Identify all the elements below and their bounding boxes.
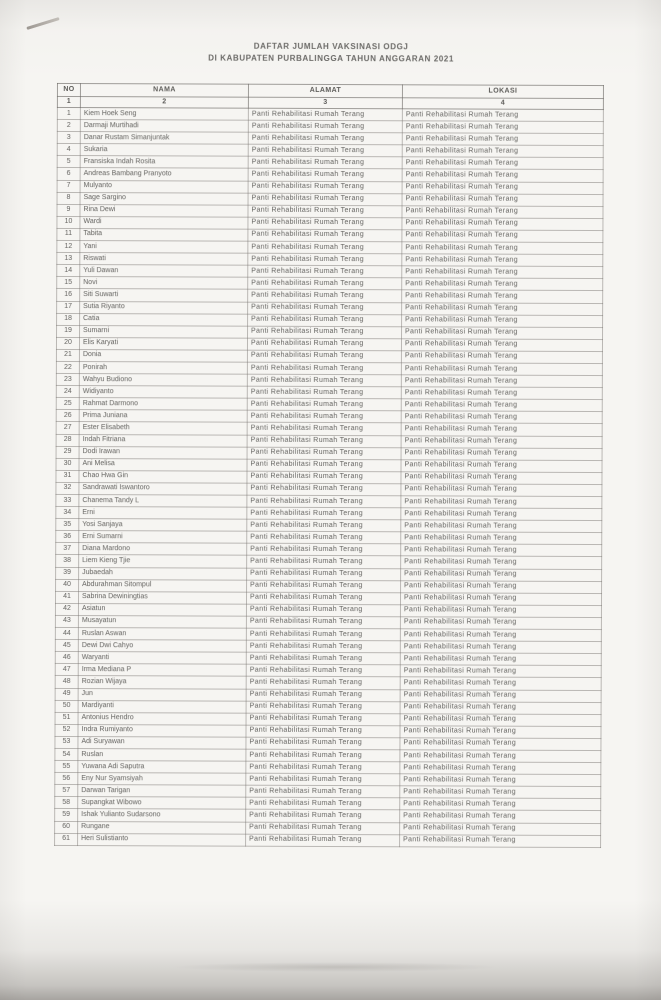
row-number-cell: 50 — [55, 700, 78, 712]
nama-cell: Widiyanto — [79, 386, 247, 399]
alamat-cell: Panti Rehabilitasi Rumah Terang — [246, 773, 400, 786]
nama-cell: Sandrawati Iswantoro — [79, 482, 247, 495]
vaccination-list-table — [54, 83, 604, 848]
alamat-cell: Panti Rehabilitasi Rumah Terang — [248, 326, 402, 339]
lokasi-cell: Panti Rehabilitasi Rumah Terang — [401, 544, 602, 557]
row-number-cell: 16 — [57, 289, 80, 301]
alamat-cell: Panti Rehabilitasi Rumah Terang — [247, 531, 401, 544]
nama-cell: Rahmat Darmono — [79, 398, 247, 411]
alamat-cell: Panti Rehabilitasi Rumah Terang — [247, 350, 401, 363]
row-number-cell: 23 — [56, 374, 79, 386]
alamat-cell: Panti Rehabilitasi Rumah Terang — [246, 701, 400, 714]
alamat-cell: Panti Rehabilitasi Rumah Terang — [248, 120, 402, 133]
row-number-cell: 60 — [55, 821, 78, 833]
title-line-2: DI KABUPATEN PURBALINGGA TAHUN ANGGARAN 2021 — [208, 53, 455, 64]
nama-cell: Wardi — [80, 216, 248, 229]
alamat-cell: Panti Rehabilitasi Rumah Terang — [247, 362, 401, 375]
alamat-cell: Panti Rehabilitasi Rumah Terang — [246, 834, 400, 847]
nama-cell: Sutia Riyanto — [80, 301, 248, 314]
nama-cell: Wahyu Budiono — [79, 374, 247, 387]
lokasi-cell: Panti Rehabilitasi Rumah Terang — [401, 375, 602, 388]
alamat-cell: Panti Rehabilitasi Rumah Terang — [246, 628, 400, 641]
nama-cell: Supangkat Wibowo — [78, 797, 246, 810]
table-row — [55, 833, 601, 847]
nama-cell: Musayatun — [78, 615, 246, 628]
alamat-cell: Panti Rehabilitasi Rumah Terang — [247, 447, 401, 460]
lokasi-cell: Panti Rehabilitasi Rumah Terang — [402, 206, 603, 219]
row-number-cell: 17 — [57, 301, 80, 313]
row-number-cell: 35 — [56, 519, 79, 531]
nama-cell: Prima Juniana — [79, 410, 247, 423]
lokasi-cell: Panti Rehabilitasi Rumah Terang — [401, 556, 602, 569]
row-number-cell: 18 — [57, 313, 80, 325]
alamat-cell: Panti Rehabilitasi Rumah Terang — [246, 713, 400, 726]
row-number-cell: 10 — [57, 216, 80, 228]
row-number-cell: 20 — [56, 337, 79, 349]
column-number-3: 3 — [248, 97, 402, 109]
row-number-cell: 37 — [56, 543, 79, 555]
lokasi-cell: Panti Rehabilitasi Rumah Terang — [402, 266, 603, 279]
lokasi-cell: Panti Rehabilitasi Rumah Terang — [400, 701, 601, 714]
lokasi-cell: Panti Rehabilitasi Rumah Terang — [402, 278, 603, 291]
row-number-cell: 29 — [56, 446, 79, 458]
alamat-cell: Panti Rehabilitasi Rumah Terang — [247, 471, 401, 484]
row-number-cell: 51 — [55, 712, 78, 724]
lokasi-cell: Panti Rehabilitasi Rumah Terang — [400, 798, 601, 811]
lokasi-cell: Panti Rehabilitasi Rumah Terang — [400, 629, 601, 642]
nama-cell: Antonius Hendro — [78, 712, 246, 725]
nama-cell: Adi Suryawan — [78, 736, 246, 749]
row-number-cell: 3 — [57, 132, 80, 144]
alamat-cell: Panti Rehabilitasi Rumah Terang — [247, 519, 401, 532]
lokasi-cell: Panti Rehabilitasi Rumah Terang — [400, 786, 601, 799]
row-number-cell: 41 — [55, 591, 78, 603]
row-number-cell: 58 — [55, 797, 78, 809]
row-number-cell: 25 — [56, 398, 79, 410]
row-number-cell: 48 — [55, 676, 78, 688]
column-number-1: 1 — [57, 96, 80, 107]
lokasi-cell: Panti Rehabilitasi Rumah Terang — [402, 230, 603, 243]
row-number-cell: 61 — [55, 833, 78, 845]
row-number-cell: 19 — [57, 325, 80, 337]
row-number-cell: 56 — [55, 773, 78, 785]
lokasi-cell: Panti Rehabilitasi Rumah Terang — [401, 351, 602, 364]
row-number-cell: 57 — [55, 785, 78, 797]
row-number-cell: 30 — [56, 458, 79, 470]
lokasi-cell: Panti Rehabilitasi Rumah Terang — [402, 218, 603, 231]
alamat-cell: Panti Rehabilitasi Rumah Terang — [247, 483, 401, 496]
lokasi-cell: Panti Rehabilitasi Rumah Terang — [402, 254, 603, 267]
lokasi-cell: Panti Rehabilitasi Rumah Terang — [401, 532, 602, 545]
row-number-cell: 44 — [55, 627, 78, 639]
alamat-cell: Panti Rehabilitasi Rumah Terang — [246, 640, 400, 653]
row-number-cell: 33 — [56, 494, 79, 506]
lokasi-cell: Panti Rehabilitasi Rumah Terang — [400, 762, 601, 775]
row-number-cell: 59 — [55, 809, 78, 821]
nama-cell: Andreas Bambang Pranyoto — [80, 168, 248, 181]
pen-mark — [26, 17, 59, 30]
nama-cell: Fransiska Indah Rosita — [80, 156, 248, 169]
nama-cell: Yosi Sanjaya — [79, 519, 247, 532]
row-number-cell: 42 — [55, 603, 78, 615]
column-number-2: 2 — [80, 97, 248, 109]
alamat-cell: Panti Rehabilitasi Rumah Terang — [248, 169, 402, 182]
alamat-cell: Panti Rehabilitasi Rumah Terang — [247, 556, 401, 569]
row-number-cell: 6 — [57, 168, 80, 180]
lokasi-cell: Panti Rehabilitasi Rumah Terang — [402, 157, 603, 170]
nama-cell: Rozian Wijaya — [78, 676, 246, 689]
alamat-cell: Panti Rehabilitasi Rumah Terang — [247, 580, 401, 593]
nama-cell: Ester Elisabeth — [79, 422, 247, 435]
alamat-cell: Panti Rehabilitasi Rumah Terang — [247, 398, 401, 411]
row-number-cell: 34 — [56, 507, 79, 519]
alamat-cell: Panti Rehabilitasi Rumah Terang — [246, 677, 400, 690]
row-number-cell: 5 — [57, 156, 80, 168]
row-number-cell: 54 — [55, 748, 78, 760]
nama-cell: Chanema Tandy L — [79, 495, 247, 508]
nama-cell: Riswati — [80, 253, 248, 266]
lokasi-cell: Panti Rehabilitasi Rumah Terang — [401, 363, 602, 376]
nama-cell: Rina Dewi — [80, 204, 248, 217]
row-number-cell: 24 — [56, 386, 79, 398]
lokasi-cell: Panti Rehabilitasi Rumah Terang — [401, 435, 602, 448]
row-number-cell: 9 — [57, 204, 80, 216]
alamat-cell: Panti Rehabilitasi Rumah Terang — [246, 761, 400, 774]
nama-cell: Elis Karyati — [79, 337, 247, 350]
lokasi-cell: Panti Rehabilitasi Rumah Terang — [401, 484, 602, 497]
nama-cell: Mulyanto — [80, 180, 248, 193]
title-line-1: DAFTAR JUMLAH VAKSINASI ODGJ — [253, 41, 409, 52]
row-number-cell: 15 — [57, 277, 80, 289]
nama-cell: Siti Suwarti — [80, 289, 248, 302]
nama-cell: Danar Rustam Simanjuntak — [80, 132, 248, 145]
header-lokasi: LOKASI — [402, 85, 603, 99]
alamat-cell: Panti Rehabilitasi Rumah Terang — [248, 181, 402, 194]
alamat-cell: Panti Rehabilitasi Rumah Terang — [247, 423, 401, 436]
row-number-cell: 43 — [55, 615, 78, 627]
nama-cell: Erni Sumarni — [79, 531, 247, 544]
lokasi-cell: Panti Rehabilitasi Rumah Terang — [401, 508, 602, 521]
alamat-cell: Panti Rehabilitasi Rumah Terang — [248, 314, 402, 327]
row-number-cell: 14 — [57, 265, 80, 277]
lokasi-cell: Panti Rehabilitasi Rumah Terang — [401, 423, 602, 436]
nama-cell: Ani Melisa — [79, 458, 247, 471]
lokasi-cell: Panti Rehabilitasi Rumah Terang — [402, 193, 603, 206]
alamat-cell: Panti Rehabilitasi Rumah Terang — [247, 386, 401, 399]
header-no: NO — [57, 83, 80, 96]
lokasi-cell: Panti Rehabilitasi Rumah Terang — [400, 617, 601, 630]
lokasi-cell: Panti Rehabilitasi Rumah Terang — [400, 641, 601, 654]
lokasi-cell: Panti Rehabilitasi Rumah Terang — [400, 593, 601, 606]
alamat-cell: Panti Rehabilitasi Rumah Terang — [246, 749, 400, 762]
lokasi-cell: Panti Rehabilitasi Rumah Terang — [402, 169, 603, 182]
lokasi-cell: Panti Rehabilitasi Rumah Terang — [401, 580, 602, 593]
nama-cell: Liem Kieng Tjie — [79, 555, 247, 568]
row-number-cell: 4 — [57, 144, 80, 156]
row-number-cell: 49 — [55, 688, 78, 700]
lokasi-cell: Panti Rehabilitasi Rumah Terang — [400, 677, 601, 690]
nama-cell: Novi — [80, 277, 248, 290]
alamat-cell: Panti Rehabilitasi Rumah Terang — [248, 302, 402, 315]
nama-cell: Eny Nur Syamsiyah — [78, 773, 246, 786]
lokasi-cell: Panti Rehabilitasi Rumah Terang — [400, 834, 601, 847]
row-number-cell: 40 — [56, 579, 79, 591]
lokasi-cell: Panti Rehabilitasi Rumah Terang — [401, 339, 602, 352]
nama-cell: Mardiyanti — [78, 700, 246, 713]
nama-cell: Darwan Tarigan — [78, 785, 246, 798]
row-number-cell: 13 — [57, 253, 80, 265]
alamat-cell: Panti Rehabilitasi Rumah Terang — [246, 616, 400, 629]
row-number-cell: 45 — [55, 640, 78, 652]
lokasi-cell: Panti Rehabilitasi Rumah Terang — [401, 520, 602, 533]
nama-cell: Yani — [80, 241, 248, 254]
lokasi-cell: Panti Rehabilitasi Rumah Terang — [401, 496, 602, 509]
row-number-cell: 12 — [57, 240, 80, 252]
alamat-cell: Panti Rehabilitasi Rumah Terang — [247, 411, 401, 424]
row-number-cell: 55 — [55, 761, 78, 773]
nama-cell: Ruslan Aswan — [78, 628, 246, 641]
nama-cell: Yuwana Adi Saputra — [78, 761, 246, 774]
alamat-cell: Panti Rehabilitasi Rumah Terang — [248, 193, 402, 206]
alamat-cell: Panti Rehabilitasi Rumah Terang — [246, 664, 400, 677]
lokasi-cell: Panti Rehabilitasi Rumah Terang — [401, 472, 602, 485]
lokasi-cell: Panti Rehabilitasi Rumah Terang — [402, 326, 603, 339]
alamat-cell: Panti Rehabilitasi Rumah Terang — [246, 798, 400, 811]
nama-cell: Erni — [79, 507, 247, 520]
nama-cell: Heri Sulistianto — [78, 833, 246, 846]
nama-cell: Sukaria — [80, 144, 248, 157]
row-number-cell: 46 — [55, 652, 78, 664]
lokasi-cell: Panti Rehabilitasi Rumah Terang — [402, 109, 603, 122]
lokasi-cell: Panti Rehabilitasi Rumah Terang — [400, 653, 601, 666]
lokasi-cell: Panti Rehabilitasi Rumah Terang — [401, 568, 602, 581]
table-body — [55, 107, 604, 847]
row-number-cell: 39 — [56, 567, 79, 579]
lokasi-cell: Panti Rehabilitasi Rumah Terang — [402, 133, 603, 146]
row-number-cell: 47 — [55, 664, 78, 676]
lokasi-cell: Panti Rehabilitasi Rumah Terang — [400, 665, 601, 678]
lokasi-cell: Panti Rehabilitasi Rumah Terang — [400, 822, 601, 835]
nama-cell: Dewi Dwi Cahyo — [78, 640, 246, 653]
nama-cell: Darmaji Murtihadi — [80, 120, 248, 133]
lokasi-cell: Panti Rehabilitasi Rumah Terang — [400, 713, 601, 726]
lokasi-cell: Panti Rehabilitasi Rumah Terang — [401, 447, 602, 460]
alamat-cell: Panti Rehabilitasi Rumah Terang — [248, 229, 402, 242]
alamat-cell: Panti Rehabilitasi Rumah Terang — [248, 253, 402, 266]
nama-cell: Sabrina Dewiningtias — [78, 591, 246, 604]
row-number-cell: 7 — [57, 180, 80, 192]
alamat-cell: Panti Rehabilitasi Rumah Terang — [246, 725, 400, 738]
nama-cell: Dodi Irawan — [79, 446, 247, 459]
lokasi-cell: Panti Rehabilitasi Rumah Terang — [400, 774, 601, 787]
document-title — [58, 40, 604, 66]
row-number-cell: 31 — [56, 470, 79, 482]
alamat-cell: Panti Rehabilitasi Rumah Terang — [248, 108, 402, 121]
nama-cell: Ruslan — [78, 749, 246, 762]
lokasi-cell: Panti Rehabilitasi Rumah Terang — [400, 750, 601, 763]
lokasi-cell: Panti Rehabilitasi Rumah Terang — [401, 459, 602, 472]
row-number-cell: 26 — [56, 410, 79, 422]
alamat-cell: Panti Rehabilitasi Rumah Terang — [246, 822, 400, 835]
alamat-cell: Panti Rehabilitasi Rumah Terang — [248, 132, 402, 145]
alamat-cell: Panti Rehabilitasi Rumah Terang — [248, 157, 402, 170]
lokasi-cell: Panti Rehabilitasi Rumah Terang — [402, 145, 603, 158]
alamat-cell: Panti Rehabilitasi Rumah Terang — [246, 810, 400, 823]
lokasi-cell: Panti Rehabilitasi Rumah Terang — [402, 314, 603, 327]
nama-cell: Donia — [79, 349, 247, 362]
lokasi-cell: Panti Rehabilitasi Rumah Terang — [400, 810, 601, 823]
lokasi-cell: Panti Rehabilitasi Rumah Terang — [401, 399, 602, 412]
alamat-cell: Panti Rehabilitasi Rumah Terang — [246, 652, 400, 665]
row-number-cell: 1 — [57, 107, 80, 119]
header-nama: NAMA — [80, 84, 248, 98]
alamat-cell: Panti Rehabilitasi Rumah Terang — [246, 604, 400, 617]
nama-cell: Indah Fitriana — [79, 434, 247, 447]
lokasi-cell: Panti Rehabilitasi Rumah Terang — [402, 242, 603, 255]
alamat-cell: Panti Rehabilitasi Rumah Terang — [246, 689, 400, 702]
row-number-cell: 52 — [55, 724, 78, 736]
scan-shadow — [170, 962, 500, 972]
nama-cell: Indra Rumiyanto — [78, 724, 246, 737]
lokasi-cell: Panti Rehabilitasi Rumah Terang — [401, 387, 602, 400]
nama-cell: Ponirah — [79, 362, 247, 375]
alamat-cell: Panti Rehabilitasi Rumah Terang — [248, 217, 402, 230]
alamat-cell: Panti Rehabilitasi Rumah Terang — [248, 290, 402, 303]
row-number-cell: 28 — [56, 434, 79, 446]
row-number-cell: 53 — [55, 736, 78, 748]
nama-cell: Chao Hwa Gin — [79, 470, 247, 483]
alamat-cell: Panti Rehabilitasi Rumah Terang — [248, 144, 402, 157]
lokasi-cell: Panti Rehabilitasi Rumah Terang — [400, 726, 601, 739]
nama-cell: Sumarni — [80, 325, 248, 338]
nama-cell: Kiem Hoek Seng — [80, 108, 248, 121]
nama-cell: Tabita — [80, 228, 248, 241]
nama-cell: Jun — [78, 688, 246, 701]
lokasi-cell: Panti Rehabilitasi Rumah Terang — [402, 302, 603, 315]
nama-cell: Catia — [80, 313, 248, 326]
row-number-cell: 11 — [57, 228, 80, 240]
alamat-cell: Panti Rehabilitasi Rumah Terang — [247, 507, 401, 520]
row-number-cell: 27 — [56, 422, 79, 434]
lokasi-cell: Panti Rehabilitasi Rumah Terang — [401, 411, 602, 424]
nama-cell: Abdurahman Sitompul — [79, 579, 247, 592]
alamat-cell: Panti Rehabilitasi Rumah Terang — [247, 568, 401, 581]
lokasi-cell: Panti Rehabilitasi Rumah Terang — [400, 689, 601, 702]
lokasi-cell: Panti Rehabilitasi Rumah Terang — [402, 121, 603, 134]
column-number-4: 4 — [402, 98, 603, 110]
alamat-cell: Panti Rehabilitasi Rumah Terang — [246, 737, 400, 750]
alamat-cell: Panti Rehabilitasi Rumah Terang — [247, 435, 401, 448]
row-number-cell: 32 — [56, 482, 79, 494]
alamat-cell: Panti Rehabilitasi Rumah Terang — [247, 374, 401, 387]
alamat-cell: Panti Rehabilitasi Rumah Terang — [246, 592, 400, 605]
row-number-cell: 21 — [56, 349, 79, 361]
lokasi-cell: Panti Rehabilitasi Rumah Terang — [402, 181, 603, 194]
nama-cell: Yuli Dawan — [80, 265, 248, 278]
nama-cell: Sage Sargino — [80, 192, 248, 205]
alamat-cell: Panti Rehabilitasi Rumah Terang — [247, 338, 401, 351]
row-number-cell: 38 — [56, 555, 79, 567]
nama-cell: Ishak Yulianto Sudarsono — [78, 809, 246, 822]
alamat-cell: Panti Rehabilitasi Rumah Terang — [246, 785, 400, 798]
nama-cell: Rungane — [78, 821, 246, 834]
alamat-cell: Panti Rehabilitasi Rumah Terang — [248, 241, 402, 254]
lokasi-cell: Panti Rehabilitasi Rumah Terang — [400, 605, 601, 618]
lokasi-cell: Panti Rehabilitasi Rumah Terang — [402, 290, 603, 303]
row-number-cell: 36 — [56, 531, 79, 543]
nama-cell: Waryanti — [78, 652, 246, 665]
row-number-cell: 2 — [57, 120, 80, 132]
row-number-cell: 8 — [57, 192, 80, 204]
alamat-cell: Panti Rehabilitasi Rumah Terang — [248, 205, 402, 218]
nama-cell: Asiatun — [78, 603, 246, 616]
alamat-cell: Panti Rehabilitasi Rumah Terang — [247, 459, 401, 472]
alamat-cell: Panti Rehabilitasi Rumah Terang — [247, 495, 401, 508]
lokasi-cell: Panti Rehabilitasi Rumah Terang — [400, 738, 601, 751]
nama-cell: Diana Mardono — [79, 543, 247, 556]
row-number-cell: 22 — [56, 361, 79, 373]
alamat-cell: Panti Rehabilitasi Rumah Terang — [247, 544, 401, 557]
nama-cell: Jubaedah — [79, 567, 247, 580]
alamat-cell: Panti Rehabilitasi Rumah Terang — [248, 277, 402, 290]
header-alamat: ALAMAT — [248, 84, 402, 98]
nama-cell: Irma Mediana P — [78, 664, 246, 677]
alamat-cell: Panti Rehabilitasi Rumah Terang — [248, 265, 402, 278]
